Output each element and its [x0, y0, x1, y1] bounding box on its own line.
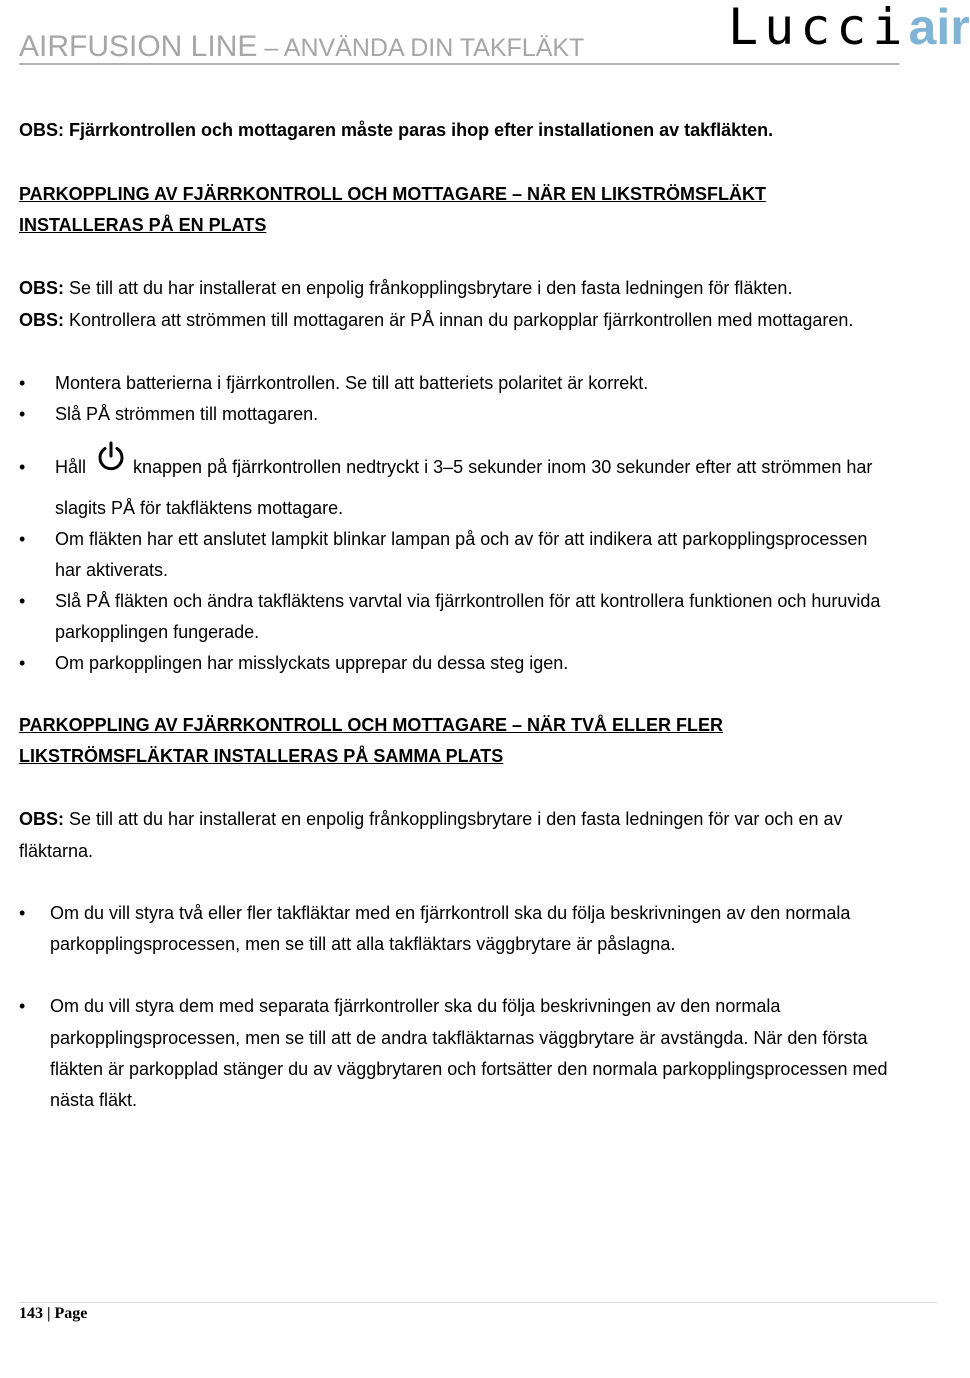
section1-bullet4-line2: har aktiverats. — [55, 560, 169, 580]
note-label: OBS: — [19, 278, 64, 298]
bullet-marker: • — [19, 996, 26, 1016]
bullet-marker: • — [19, 529, 26, 549]
power-icon — [95, 440, 127, 472]
section1-bullet3-pre: Håll — [55, 457, 87, 477]
bullet-marker: • — [19, 457, 26, 477]
section2-bullet1-line2: parkopplingsprocessen, men se till att alla takfläktars väggbrytare är påslagna. — [50, 934, 676, 954]
section1-bullet6: Om parkopplingen har misslyckats upprepar du dessa steg igen. — [55, 653, 569, 673]
note-label: OBS: — [19, 310, 64, 330]
note-text: Se till att du har installerat en enpolig frånkopplingsbrytare i den fasta ledningen för var och en av — [64, 809, 843, 829]
section1-bullet2: Slå PÅ strömmen till mottagaren. — [55, 404, 319, 424]
bullet-marker: • — [19, 591, 26, 611]
footer-divider — [19, 1302, 937, 1303]
bullet-marker: • — [19, 404, 26, 424]
section2-bullet2-line4: nästa fläkt. — [50, 1090, 138, 1110]
header-title — [19, 30, 584, 64]
lucci-air-logo — [728, 0, 970, 56]
page-footer — [19, 1305, 87, 1323]
section2-note — [19, 808, 842, 830]
section1-note1 — [19, 277, 792, 299]
section1-heading-line1: PARKOPPLING AV FJÄRRKONTROLL OCH MOTTAGARE – NÄR EN LIKSTRÖMSFLÄKT — [19, 184, 766, 204]
note-label: OBS: — [19, 809, 64, 829]
header-divider — [19, 63, 899, 65]
section1-bullet4-line1: Om fläkten har ett anslutet lampkit blinkar lampan på och av för att indikera att parkopplingsprocessen — [55, 529, 868, 549]
section1-bullet5-line1: Slå PÅ fläkten och ändra takfläktens varvtal via fjärrkontrollen för att kontrollera funktionen och huruvida — [55, 591, 881, 611]
bullet-marker: • — [19, 653, 26, 673]
bullet-marker: • — [19, 373, 26, 393]
section1-bullet1: Montera batterierna i fjärrkontrollen. Se till att batteriets polaritet är korrekt. — [55, 373, 649, 393]
page-label: | Page — [43, 1305, 88, 1322]
logo-accent: air — [908, 0, 970, 55]
section1-bullet3-post: knappen på fjärrkontrollen nedtryckt i 3–5 sekunder inom 30 sekunder efter att strömmen har — [133, 457, 873, 477]
header-title-main: AIRFUSION LINE — [19, 30, 258, 63]
section2-bullet1-line1: Om du vill styra två eller fler takfläktar med en fjärrkontroll ska du följa beskrivningen av den normala — [50, 903, 851, 923]
logo-main: Lucci — [728, 0, 909, 56]
note-text: Kontrollera att strömmen till mottagaren är PÅ innan du parkopplar fjärrkontrollen med mottagaren. — [64, 310, 854, 330]
section2-heading-line1: PARKOPPLING AV FJÄRRKONTROLL OCH MOTTAGARE – NÄR TVÅ ELLER FLER — [19, 715, 724, 735]
section1-bullet3-line2: slagits PÅ för takfläktens mottagare. — [55, 498, 344, 518]
bullet-marker: • — [19, 903, 26, 923]
section1-bullet5-line2: parkopplingen fungerade. — [55, 622, 260, 642]
section2-note-line2: fläktarna. — [19, 841, 94, 861]
section1-heading-line2: INSTALLERAS PÅ EN PLATS — [19, 215, 267, 235]
section2-bullet2-line3: fläkten är parkopplad stänger du av väggbrytaren och fortsätter den normala parkopplingsprocessen med — [50, 1059, 888, 1079]
note-text: Se till att du har installerat en enpolig frånkopplingsbrytare i den fasta ledningen för fläkten. — [64, 278, 793, 298]
page-number: 143 — [19, 1305, 43, 1322]
intro-note: OBS: Fjärrkontrollen och mottagaren måste paras ihop efter installationen av takfläkten. — [19, 120, 774, 140]
section2-heading-line2: LIKSTRÖMSFLÄKTAR INSTALLERAS PÅ SAMMA PLATS — [19, 746, 504, 766]
header-title-sub: – ANVÄNDA DIN TAKFLÄKT — [257, 34, 585, 62]
section1-note2 — [19, 309, 853, 331]
section2-bullet2-line1: Om du vill styra dem med separata fjärrkontroller ska du följa beskrivningen av den normala — [50, 996, 781, 1016]
section2-bullet2-line2: parkopplingsprocessen, men se till att de andra takfläktarnas väggbrytare är avstängda. När den första — [50, 1028, 868, 1048]
